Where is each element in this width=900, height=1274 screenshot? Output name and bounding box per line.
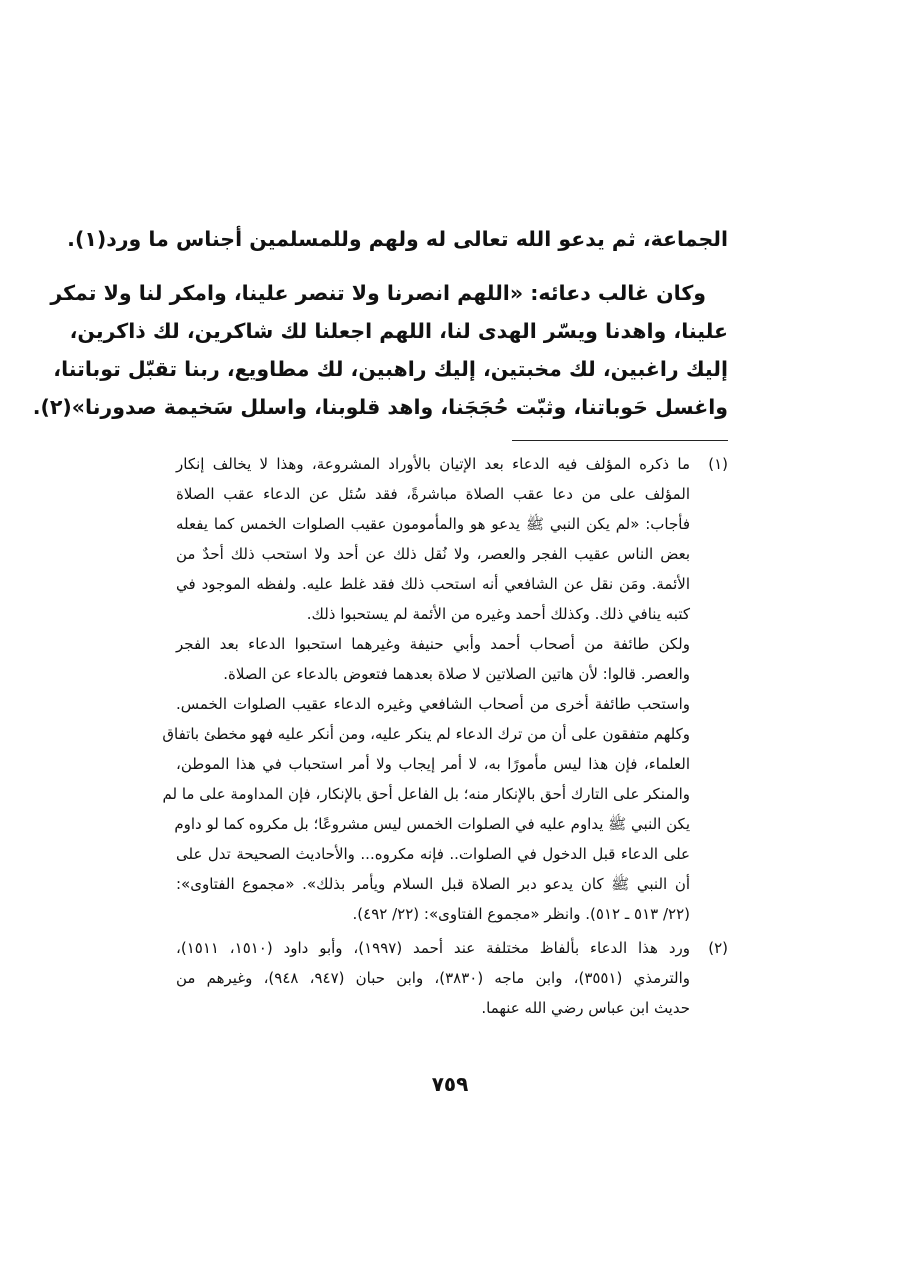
page-number: ٧٥٩ <box>431 1072 469 1096</box>
footnote-line: أن النبي ﷺ كان يدعو دبر الصلاة قبل السلام ويأمر بذلك». «مجموع الفتاوى»: <box>176 875 690 893</box>
main-text-line: علينا، واهدنا ويسّر الهدى لنا، اللهم اجعلنا لك شاكرين، لك ذاكرين، <box>69 319 728 343</box>
main-text-line: وكان غالب دعائه: «اللهم انصرنا ولا تنصر علينا، وامكر لنا ولا تمكر <box>50 281 706 305</box>
footnote-line: وكلهم متفقون على أن من ترك الدعاء لم ينكر عليه، ومن أنكر عليه فهو مخطئ باتفاق <box>162 725 690 743</box>
footnote-line: بعض الناس عقيب الفجر والعصر، ولا نُقل ذلك عن أحد ولا استحب ذلك أحدٌ من <box>176 545 690 563</box>
footnote-line: فأجاب: «لم يكن النبي ﷺ يدعو هو والمأمومون عقيب الصلوات الخمس كما يفعله <box>176 515 690 533</box>
footnote-line: يكن النبي ﷺ يداوم عليه في الصلوات الخمس ليس مشروعًا؛ بل مكروه كما لو داوم <box>174 815 690 833</box>
footnote-line: والترمذي (٣٥٥١)، وابن ماجه (٣٨٣٠)، وابن حبان (٩٤٧، ٩٤٨)، وغيرهم من <box>176 969 691 987</box>
footnote-line: والمنكر على التارك أحق بالإنكار منه؛ بل الفاعل أحق بالإنكار، فإن المداومة على ما لم <box>162 785 690 803</box>
main-text-line: إليك راغبين، لك مخبتين، إليك راهبين، لك مطاويع، ربنا تقبّل توباتنا، <box>53 357 728 381</box>
footnote-number: (٢) <box>708 939 728 957</box>
footnote-line: ما ذكره المؤلف فيه الدعاء بعد الإتيان بالأوراد المشروعة، وهذا لا يخالف إنكار <box>176 455 690 473</box>
footnote-line: والعصر. قالوا: لأن هاتين الصلاتين لا صلاة بعدهما فتعوض بالدعاء عن الصلاة. <box>223 665 690 683</box>
footnotes <box>162 450 728 1060</box>
main-text-line: واغسل حَوباتنا، وثبّت حُجَجَنا، واهد قلوبنا، واسلل سَخيمة صدورنا»(٢). <box>32 395 728 419</box>
footnote-line: كتبه ينافي ذلك. وكذلك أحمد وغيره من الأئمة لم يستحبوا ذلك. <box>306 605 690 623</box>
footnote-line: حديث ابن عباس رضي الله عنهما. <box>481 999 690 1017</box>
main-text-line: الجماعة، ثم يدعو الله تعالى له ولهم وللمسلمين أجناس ما ورد(١). <box>67 227 728 251</box>
footnote-line: ولكن طائفة من أصحاب أحمد وأبي حنيفة وغيرهما استحبوا الدعاء بعد الفجر <box>176 635 690 653</box>
main-text <box>32 216 728 419</box>
footnote-line: العلماء، فإن هذا ليس مأمورًا به، لا أمر إيجاب ولا أمر استحباب في هذا الموطن، <box>176 755 690 773</box>
footnote-number: (١) <box>708 455 728 473</box>
footnote-line: الأئمة. ومَن نقل عن الشافعي أنه استحب ذلك فقد غلط عليه. ولفظه الموجود في <box>176 575 690 593</box>
footnote-line: (٢٢/ ٥١٣ ـ ٥١٢). وانظر «مجموع الفتاوى»: (٢٢/ ٤٩٢). <box>352 905 690 923</box>
footnote-line: ورد هذا الدعاء بألفاظ مختلفة عند أحمد (١٩٩٧)، وأبو داود (١٥١٠، ١٥١١)، <box>176 939 690 957</box>
footnote-line: المؤلف على من دعا عقب الصلاة مباشرةً، فقد سُئل عن الدعاء عقب الصلاة <box>176 485 690 503</box>
footnote-divider <box>512 440 728 441</box>
footnote-line: واستحب طائفة أخرى من أصحاب الشافعي وغيره الدعاء عقيب الصلوات الخمس. <box>176 695 690 713</box>
footnote-line: على الدعاء قبل الدخول في الصلوات.. فإنه مكروه... والأحاديث الصحيحة تدل على <box>176 845 690 863</box>
